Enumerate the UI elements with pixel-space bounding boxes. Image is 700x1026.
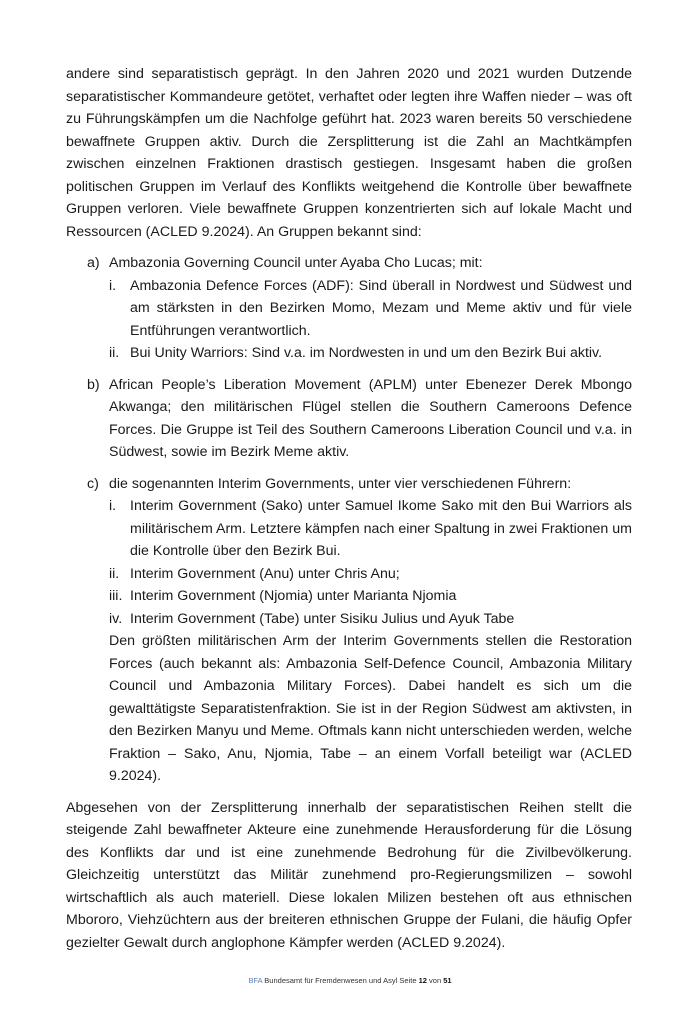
sublist-label: ii. [109,565,120,582]
page-total: 51 [443,976,452,985]
sublist-text: Bui Unity Warriors: Sind v.a. im Nordwesten in und um den Bezirk Bui aktiv. [130,345,603,361]
closing-paragraph: Abgesehen von der Zersplitterung innerhalb der separatistischen Reihen stellt die steigende Zahl bewaffneter Akteure eine zunehmende Herausforderung für die Lösung des Konflikts dar und ist eine zunehmende Bedrohung für die Zivilbevölkerung. Gleichzeitig unterstützt das Militär zunehmend pro-Regierungsmilizen – sowohl wirtschaftlich als auch materiell. Diese lokalen Milizen bestehen oft aus ethnischen Mbororo, Viehzüchtern aus der breiteren ethnischen Gruppe der Fulani, die häufig Opfer gezielter Gewalt durch anglophone Kämpfer werden (ACLED 9.2024). [66,799,632,951]
group-item-c [66,473,632,788]
footer-page-word: Seite [399,976,417,985]
sublist-text: Interim Government (Tabe) unter Sisiku Julius und Ayuk Tabe [130,610,515,627]
group-item-a [66,252,632,365]
bfa-logo: BFA [248,976,263,985]
sublist-text: Interim Government (Njomia) unter Marianta Njomia [130,588,457,604]
sublist-label: iv. [109,610,123,627]
sublist-label: i. [109,498,117,514]
list-text: African People’s Liberation Movement (APLM) unter Ebenezer Derek Mbongo Akwanga; den militärischen Flügel stellen die Southern Cameroons Defence Forces. Die Gruppe ist Teil des Southern Cameroons Liberation Council und v.a. in Südwest, sowie im Bezirk Meme aktiv. [109,376,632,460]
page-number: 12 [418,976,427,985]
footer-of-word: von [429,976,442,985]
sublist-text: Ambazonia Defence Forces (ADF): Sind überall in Nordwest und Südwest und am stärksten in den Bezirken Momo, Mezam und Meme aktiv und für viele Entführungen verantwortlich. [130,277,632,339]
list-label: c) [87,475,99,492]
sublist-text: Interim Government (Sako) unter Samuel Ikome Sako mit den Bui Warriors als militärischem Arm. Letztere kämpfen nach einer Spaltung in zwei Fraktionen um die Kontrolle über den Bezirk Bui. [130,498,632,559]
group-c-note: Den größten militärischen Arm der Interim Governments stellen die Restoration Forces (auch bekannt als: Ambazonia Self-Defence Council, Ambazonia Military Council und Ambazonia Military Forces). Dabei handelt es sich um die gewalttätigste Separatistenfraktion. Sie ist in der Region Südwest am aktivsten, in den Bezirken Manyu und Meme. Oftmals kann nicht unterschieden werden, welche Fraktion – Sako, Anu, Njomia, Tabe – an einem Vorfall beteiligt war (ACLED 9.2024). [109,633,632,784]
list-label: b) [87,376,100,393]
document-body [66,0,632,954]
footer-org: Bundesamt für Fremdenwesen und Asyl [264,976,398,985]
sublist-label: i. [109,277,117,294]
list-text: die sogenannten Interim Governments, unter vier verschiedenen Führern: [109,475,572,492]
page-footer [0,976,700,1026]
intro-paragraph: andere sind separatistisch geprägt. In den Jahren 2020 und 2021 wurden Dutzende separatistischer Kommandeure getötet, verhaftet oder legten ihre Waffen nieder – was oft zu Führungskämpfen um die Nachfolge geführt hat. 2023 waren bereits 50 verschiedene bewaffnete Gruppen aktiv. Durch die Zersplitterung ist die Zahl an Machtkämpfen zwischen einzelnen Fraktionen drastisch gestiegen. Insgesamt haben die großen politischen Gruppen im Verlauf des Konflikts weitgehend die Kontrolle über bewaffnete Gruppen verloren. Viele bewaffnete Gruppen konzentrierten sich auf lokale Macht und Ressourcen (ACLED 9.2024). An Gruppen bekannt sind: [66,66,632,240]
sublist-text: Interim Government (Anu) unter Chris Anu; [130,565,400,582]
group-item-b [66,374,632,464]
sublist-label: iii. [109,588,123,604]
list-text: Ambazonia Governing Council unter Ayaba Cho Lucas; mit: [109,255,483,271]
list-label: a) [87,255,100,271]
sublist-label: ii. [109,345,120,361]
